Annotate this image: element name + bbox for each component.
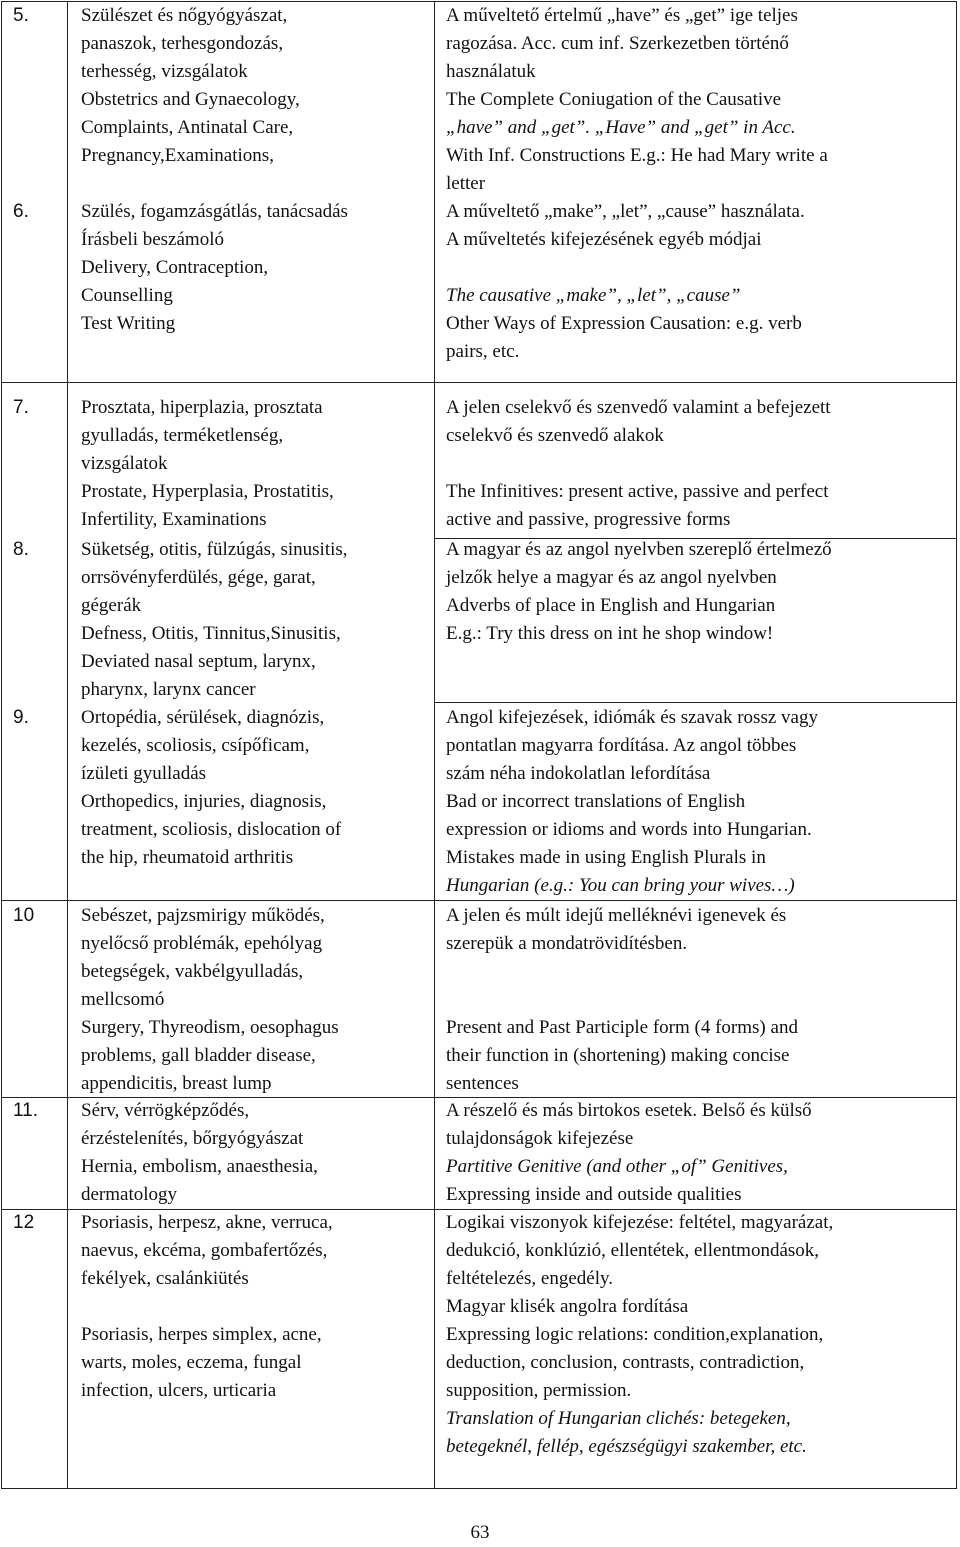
topic-cell [81, 2, 421, 170]
grammar-line: Expressing logic relations: condition,explanation, [446, 1324, 824, 1345]
grammar-line: szerepük a mondatrövidítésben. [446, 933, 688, 954]
topic-line: Surgery, Thyreodism, oesophagus [81, 1017, 339, 1038]
topic-line: Psoriasis, herpesz, akne, verruca, [81, 1212, 333, 1233]
topic-cell [81, 394, 421, 534]
row-divider [434, 382, 957, 383]
grammar-line: Translation of Hungarian clichés: betegeken, [446, 1408, 791, 1429]
column-divider-content [434, 1, 435, 1489]
row-number: 11. [13, 1100, 39, 1121]
topic-line: ízületi gyulladás [81, 763, 207, 784]
grammar-cell [446, 2, 952, 198]
grammar-cell [446, 704, 952, 900]
topic-cell [81, 536, 421, 704]
grammar-line: Angol kifejezések, idiómák és szavak rossz vagy [446, 707, 818, 728]
topic-line: kezelés, scoliosis, csípőficam, [81, 735, 310, 756]
topic-line: the hip, rheumatoid arthritis [81, 847, 294, 868]
topic-line: Ortopédia, sérülések, diagnózis, [81, 707, 325, 728]
grammar-line: betegeknél, fellép, egészségügyi szakember, etc. [446, 1436, 807, 1457]
row-number: 9. [13, 707, 29, 728]
topic-line: panaszok, terhesgondozás, [81, 33, 284, 54]
grammar-cell [446, 1209, 952, 1461]
row-number: 7. [13, 397, 29, 418]
grammar-line: Present and Past Participle form (4 forms) and [446, 1017, 798, 1038]
topic-line: Szülészet és nőgyógyászat, [81, 5, 288, 26]
grammar-line: Partitive Genitive (and other „of” Genitives, [446, 1156, 788, 1177]
grammar-line: supposition, permission. [446, 1380, 632, 1401]
topic-line: Psoriasis, herpes simplex, acne, [81, 1324, 322, 1345]
topic-line: orrsövényferdülés, gége, garat, [81, 567, 316, 588]
row-divider [434, 702, 957, 703]
row-number: 8. [13, 539, 29, 560]
grammar-line: Hungarian (e.g.: You can bring your wives…) [446, 875, 795, 896]
grammar-line: The Infinitives: present active, passive and perfect [446, 481, 829, 502]
topic-line: Sebészet, pajzsmirigy működés, [81, 905, 325, 926]
grammar-cell [446, 394, 952, 534]
topic-line: problems, gall bladder disease, [81, 1045, 316, 1066]
grammar-line: Adverbs of place in English and Hungarian [446, 595, 776, 616]
grammar-cell [446, 1097, 952, 1209]
grammar-line: A részelő és más birtokos esetek. Belső és külső [446, 1100, 812, 1121]
topic-line: terhesség, vizsgálatok [81, 61, 248, 82]
blank-line [446, 958, 952, 986]
grammar-line: deduction, conclusion, contrasts, contradiction, [446, 1352, 805, 1373]
topic-line: Defness, Otitis, Tinnitus,Sinusitis, [81, 623, 341, 644]
topic-cell [81, 902, 421, 1098]
grammar-line: The Complete Coniugation of the Causative [446, 89, 782, 110]
grammar-cell [446, 902, 952, 1098]
row-divider [1, 382, 434, 383]
grammar-line: A műveltető értelmű „have” és „get” ige teljes [446, 5, 798, 26]
row-number: 5. [13, 5, 29, 26]
grammar-line: active and passive, progressive forms [446, 509, 731, 530]
blank-line [81, 1293, 421, 1321]
topic-line: dermatology [81, 1184, 178, 1205]
topic-line: Prostate, Hyperplasia, Prostatitis, [81, 481, 334, 502]
grammar-line: dedukció, konklúzió, ellentétek, ellentmondások, [446, 1240, 820, 1261]
topic-cell [81, 198, 421, 338]
grammar-line: A magyar és az angol nyelvben szereplő értelmező [446, 539, 832, 560]
blank-line [446, 450, 952, 478]
grammar-line: their function in (shortening) making concise [446, 1045, 790, 1066]
grammar-line: The causative „make”, „let”, „cause” [446, 285, 741, 306]
grammar-line: tulajdonságok kifejezése [446, 1128, 634, 1149]
grammar-line: With Inf. Constructions E.g.: He had Mary write a [446, 145, 828, 166]
topic-line: warts, moles, eczema, fungal [81, 1352, 302, 1373]
grammar-line: használatuk [446, 61, 536, 82]
topic-line: érzéstelenítés, bőrgyógyászat [81, 1128, 304, 1149]
topic-line: nyelőcső problémák, epehólyag [81, 933, 323, 954]
topic-line: Süketség, otitis, fülzúgás, sinusitis, [81, 539, 348, 560]
blank-line [446, 254, 952, 282]
topic-line: gyulladás, terméketlenség, [81, 425, 284, 446]
grammar-line: Logikai viszonyok kifejezése: feltétel, magyarázat, [446, 1212, 834, 1233]
topic-line: Complaints, Antinatal Care, [81, 117, 294, 138]
grammar-line: Other Ways of Expression Causation: e.g. verb [446, 313, 802, 334]
grammar-line: A jelen cselekvő és szenvedő valamint a befejezett [446, 397, 831, 418]
topic-line: Obstetrics and Gynaecology, [81, 89, 300, 110]
topic-line: Infertility, Examinations [81, 509, 267, 530]
grammar-line: expression or idioms and words into Hungarian. [446, 819, 812, 840]
topic-line: Hernia, embolism, anaesthesia, [81, 1156, 318, 1177]
topic-line: Orthopedics, injuries, diagnosis, [81, 791, 327, 812]
topic-cell [81, 704, 421, 872]
topic-line: fekélyek, csalánkiütés [81, 1268, 249, 1289]
grammar-line: Magyar klisék angolra fordítása [446, 1296, 689, 1317]
topic-line: Írásbeli beszámoló [81, 229, 224, 250]
page-number: 63 [470, 1522, 490, 1543]
blank-line [446, 986, 952, 1014]
row-number: 10 [13, 905, 35, 926]
topic-line: vizsgálatok [81, 453, 168, 474]
topic-cell [81, 1209, 421, 1405]
topic-line: Sérv, vérrögképződés, [81, 1100, 250, 1121]
grammar-line: letter [446, 173, 486, 194]
topic-line: Szülés, fogamzásgátlás, tanácsadás [81, 201, 348, 222]
topic-line: treatment, scoliosis, dislocation of [81, 819, 342, 840]
grammar-line: Mistakes made in using English Plurals in [446, 847, 766, 868]
topic-line: infection, ulcers, urticaria [81, 1380, 277, 1401]
grammar-line: E.g.: Try this dress on int he shop window! [446, 623, 774, 644]
grammar-line: szám néha indokolatlan lefordítása [446, 763, 711, 784]
grammar-line: A műveltető „make”, „let”, „cause” használata. [446, 201, 805, 222]
grammar-cell [446, 198, 952, 366]
topic-cell [81, 1097, 421, 1209]
topic-line: Test Writing [81, 313, 176, 334]
topic-line: Pregnancy,Examinations, [81, 145, 274, 166]
grammar-line: ragozása. Acc. cum inf. Szerkezetben történő [446, 33, 789, 54]
topic-line: pharynx, larynx cancer [81, 679, 256, 700]
row-number: 12 [13, 1212, 35, 1233]
topic-line: gégerák [81, 595, 142, 616]
grammar-line: „have” and „get”. „Have” and „get” in Acc. [446, 117, 796, 138]
topic-line: mellcsomó [81, 989, 165, 1010]
grammar-line: Bad or incorrect translations of English [446, 791, 746, 812]
grammar-cell [446, 536, 952, 648]
topic-line: appendicitis, breast lump [81, 1073, 272, 1094]
row-divider [1, 900, 957, 901]
row-number: 6. [13, 201, 29, 222]
grammar-line: pontatlan magyarra fordítása. Az angol többes [446, 735, 797, 756]
topic-line: Prosztata, hiperplazia, prosztata [81, 397, 323, 418]
grammar-line: A jelen és múlt idejű melléknévi igenevek és [446, 905, 787, 926]
topic-line: betegségek, vakbélgyulladás, [81, 961, 304, 982]
grammar-line: cselekvő és szenvedő alakok [446, 425, 664, 446]
topic-line: Delivery, Contraception, [81, 257, 269, 278]
topic-line: naevus, ekcéma, gombafertőzés, [81, 1240, 328, 1261]
grammar-line: A műveltetés kifejezésének egyéb módjai [446, 229, 762, 250]
topic-line: Deviated nasal septum, larynx, [81, 651, 316, 672]
grammar-line: sentences [446, 1073, 519, 1094]
grammar-line: feltételezés, engedély. [446, 1268, 614, 1289]
grammar-line: pairs, etc. [446, 341, 520, 362]
grammar-line: jelzők helye a magyar és az angol nyelvben [446, 567, 777, 588]
grammar-line: Expressing inside and outside qualities [446, 1184, 742, 1205]
topic-line: Counselling [81, 285, 173, 306]
